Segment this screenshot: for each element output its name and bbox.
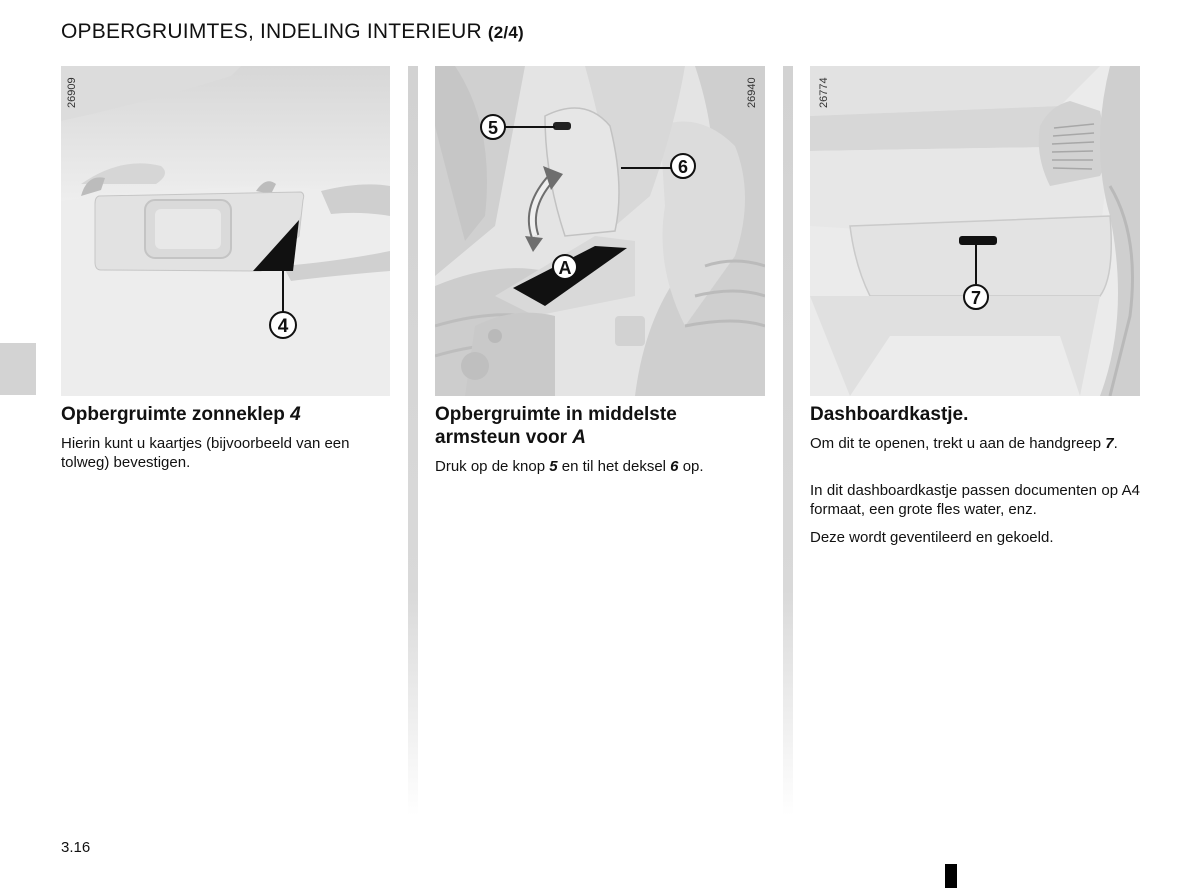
glove-box-illustration <box>810 66 1140 396</box>
body-text: Om dit te openen, trekt u aan de handgreep <box>810 435 1102 452</box>
callout-5: 5 <box>487 118 499 138</box>
callout-4: 4 <box>277 316 289 337</box>
section-heading-text: Opbergruimte zonneklep <box>61 404 285 425</box>
section-body: Hierin kunt u kaartjes (bijvoorbeeld van een tolweg) bevestigen. <box>61 435 350 471</box>
ref-7: 7 <box>1105 435 1114 452</box>
section-heading-ref: A <box>572 427 586 448</box>
section-body <box>435 457 765 476</box>
figure-armrest <box>435 66 765 396</box>
body-text: . <box>1113 435 1118 452</box>
chapter-tab <box>0 343 36 395</box>
sun-visor-illustration <box>61 66 390 396</box>
figure-code: 26909 <box>66 77 78 108</box>
page-title <box>61 20 524 44</box>
page-number: 3.16 <box>61 839 91 856</box>
body-text: en til het deksel <box>561 458 666 475</box>
section-heading: Dashboardkastje. <box>810 404 969 425</box>
page-title-text: OPBERGRUIMTES, INDELING INTERIEUR <box>61 20 482 43</box>
callout-6: 6 <box>677 157 689 177</box>
ref-6: 6 <box>670 458 679 475</box>
column-divider <box>783 66 793 816</box>
body-text: Druk op de knop <box>435 458 546 475</box>
armrest-illustration <box>435 66 765 396</box>
ref-5: 5 <box>549 458 558 475</box>
callout-a: A <box>558 258 572 278</box>
figure-glove-box <box>810 66 1140 396</box>
body-text: op. <box>682 458 704 475</box>
figure-code: 26774 <box>818 77 830 108</box>
section-heading <box>61 403 390 426</box>
section-body: Deze wordt geventileerd en gekoeld. <box>810 529 1054 546</box>
figure-sun-visor <box>61 66 390 396</box>
corner-mark <box>945 864 957 888</box>
section-body: In dit dashboardkastje passen documenten op A4 formaat, een grote fles water, enz. <box>810 482 1140 518</box>
callout-7: 7 <box>970 288 982 308</box>
section-heading-ref: 4 <box>290 404 301 425</box>
page-title-suffix: (2/4) <box>487 23 524 42</box>
section-heading-text: Opbergruimte in middelste armsteun voor <box>435 404 677 448</box>
column-divider <box>408 66 418 816</box>
section-heading <box>435 403 765 449</box>
section-body <box>810 434 1140 453</box>
figure-code: 26940 <box>746 77 758 108</box>
